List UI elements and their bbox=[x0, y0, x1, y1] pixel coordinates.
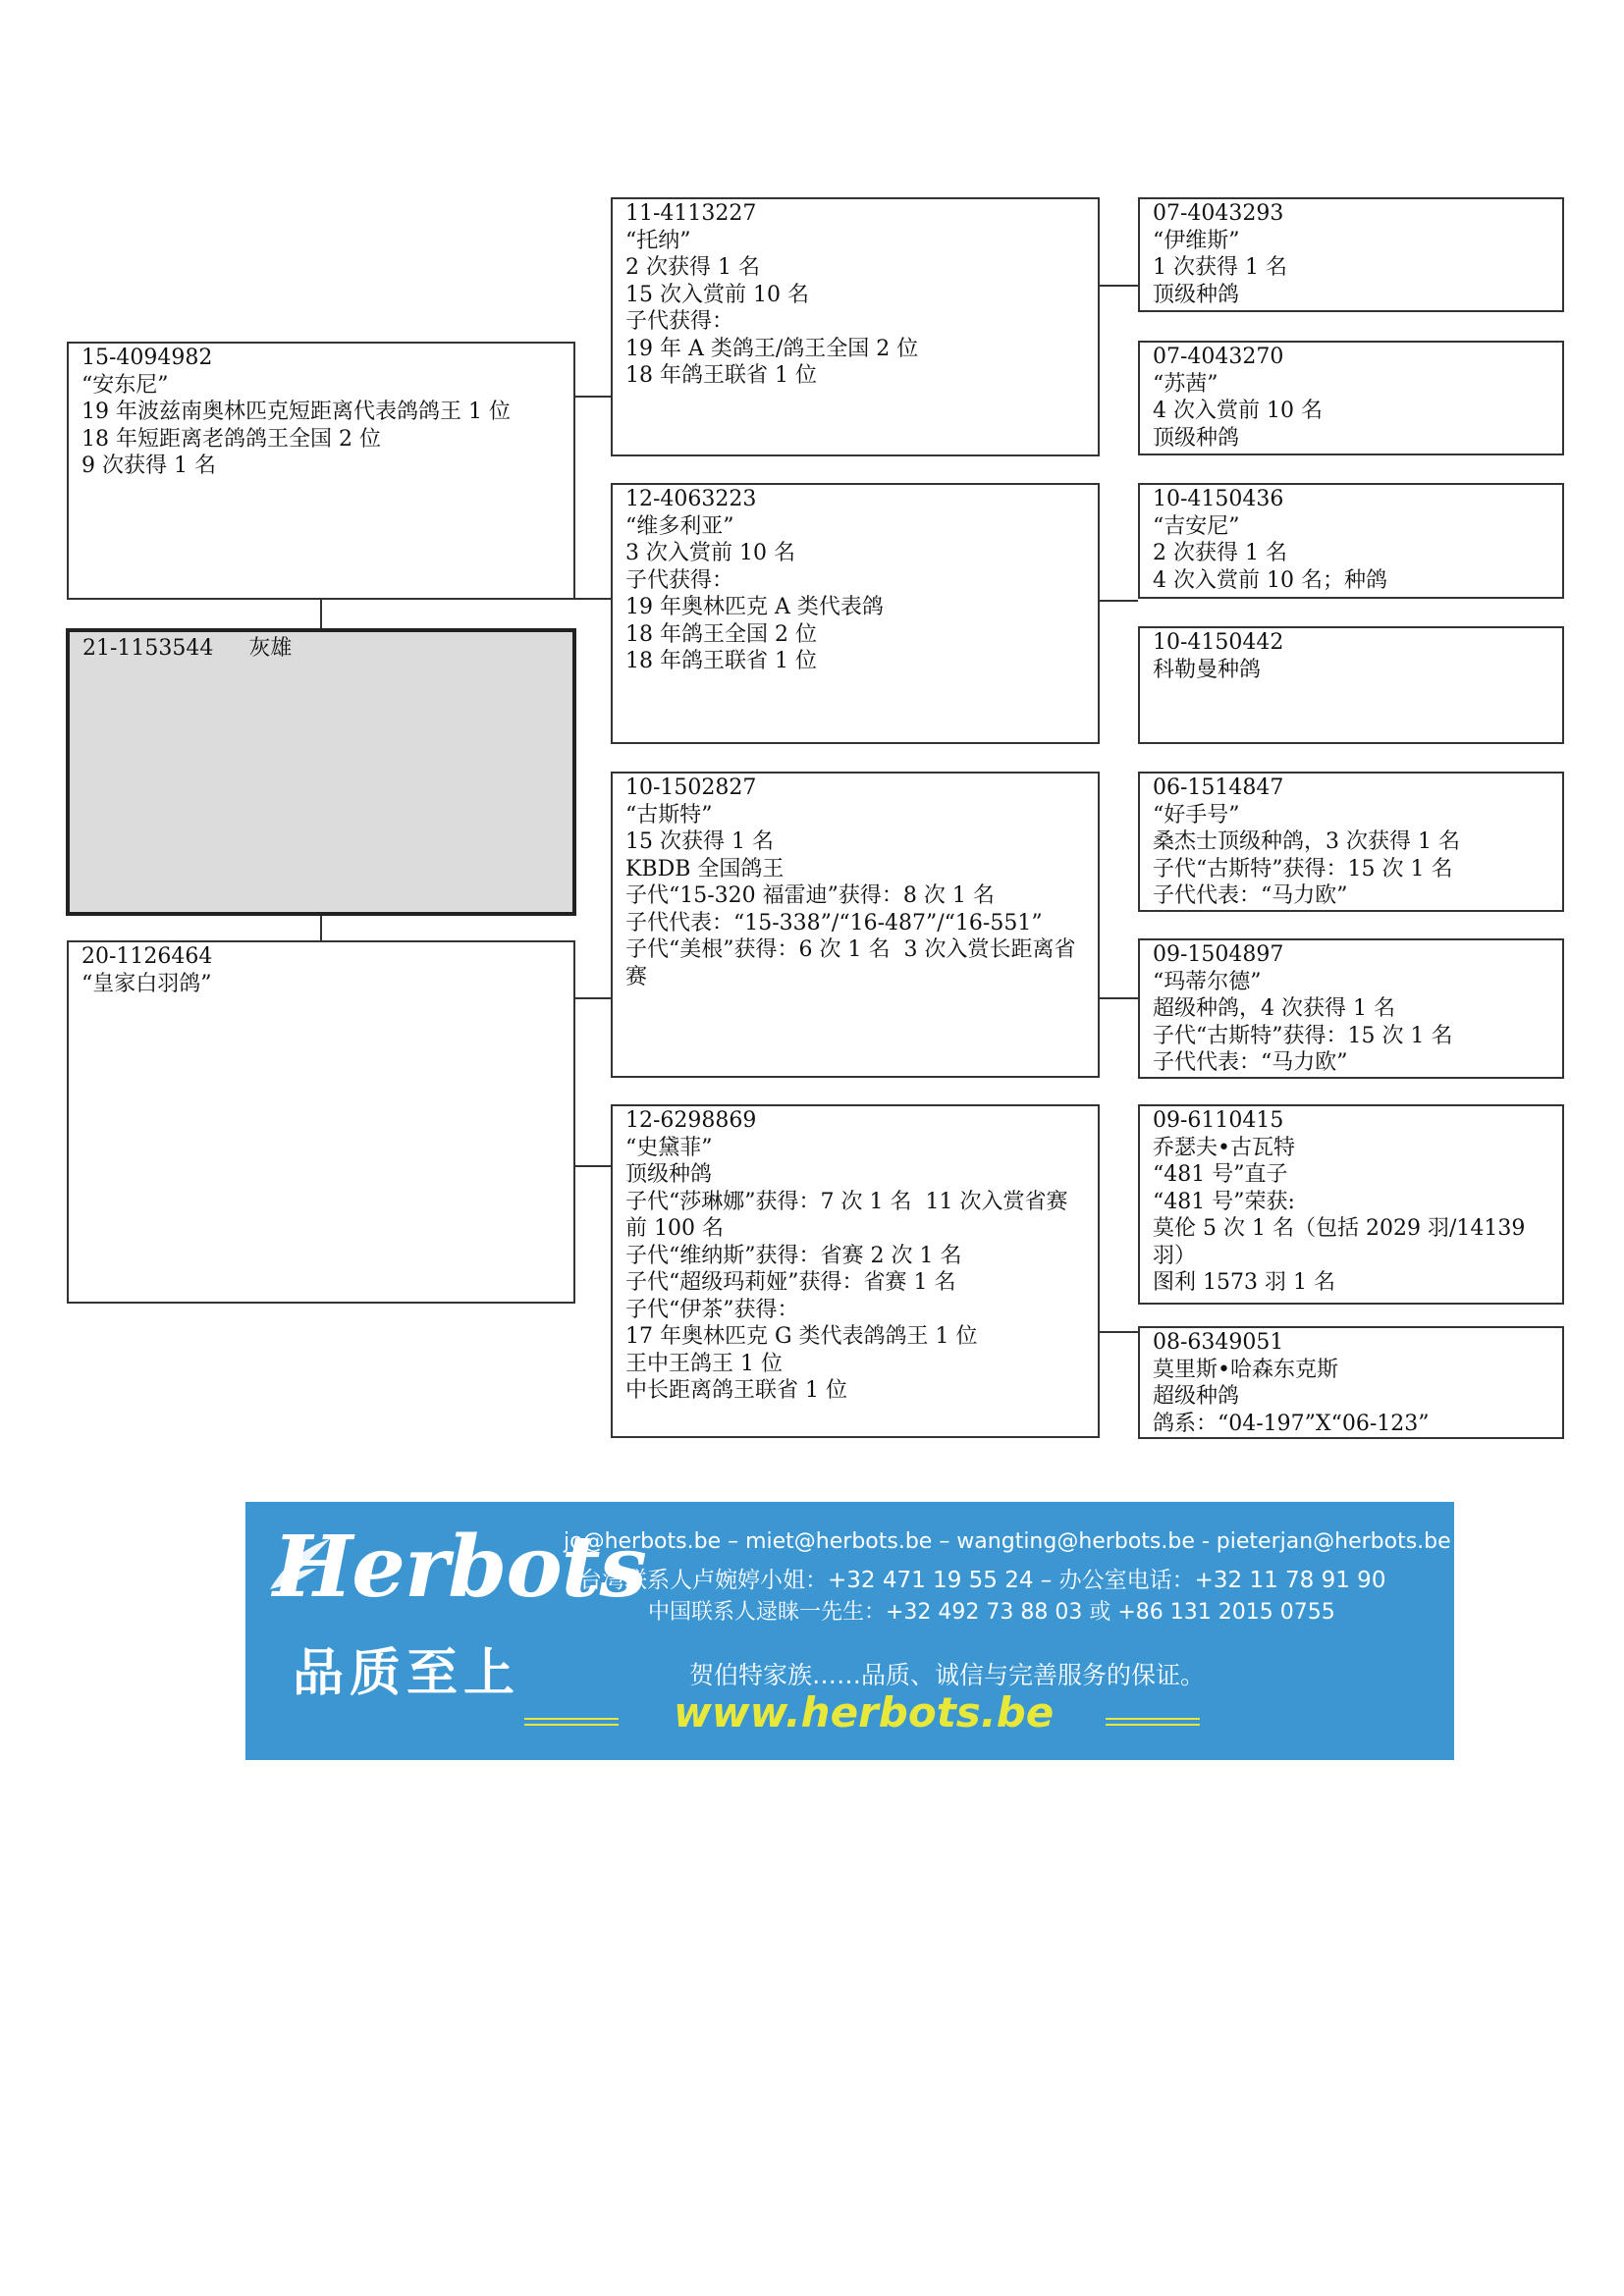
sd-line: 18 年鸽王全国 2 位 bbox=[625, 621, 817, 647]
ss-line: 11-4113227 bbox=[625, 201, 757, 226]
dam-sire-card bbox=[611, 772, 1100, 1078]
sire-line: 18 年短距离老鸽鸽王全国 2 位 bbox=[81, 426, 381, 452]
sss-line: “伊维斯” bbox=[1153, 228, 1240, 253]
dss-line: 06-1514847 bbox=[1153, 775, 1284, 800]
dd-line: 王中王鸽王 1 位 bbox=[625, 1351, 783, 1376]
taiwan-contact: 台湾联系人卢婉婷小姐：+32 471 19 55 24 – 办公室电话：+32 11 78 91 90 bbox=[579, 1568, 1386, 1593]
dss-line: 子代“古斯特”获得：15 次 1 名 bbox=[1153, 856, 1453, 881]
sss-line: 1 次获得 1 名 bbox=[1153, 255, 1287, 280]
dd-line: 子代“超级玛莉娅”获得：省赛 1 名 bbox=[625, 1270, 956, 1295]
sd-line: 18 年鸽王联省 1 位 bbox=[625, 649, 817, 673]
ddd-line: 08-6349051 bbox=[1153, 1330, 1284, 1355]
dsd-line: “玛蒂尔德” bbox=[1153, 969, 1262, 994]
sds-line: 4 次入赏前 10 名；种鸽 bbox=[1153, 567, 1387, 593]
sire-dam-card bbox=[611, 483, 1100, 744]
ds-line: 子代代表：“15-338”/“16-487”/“16-551” bbox=[625, 910, 1043, 935]
subject-card bbox=[66, 628, 576, 916]
sdd-line: 10-4150442 bbox=[1153, 630, 1284, 655]
ds-line: 子代“15-320 福雷迪”获得：8 次 1 名 bbox=[625, 883, 995, 908]
dds-line: 09-6110415 bbox=[1153, 1108, 1284, 1133]
ss-line: “托纳” bbox=[625, 228, 691, 253]
dds-line: 图利 1573 羽 1 名 bbox=[1153, 1270, 1335, 1295]
divider-right bbox=[1106, 1724, 1200, 1726]
dsd-line: 子代“古斯特”获得：15 次 1 名 bbox=[1153, 1023, 1453, 1048]
dds-line: 乔瑟夫•古瓦特 bbox=[1153, 1135, 1295, 1160]
sds-line: “吉安尼” bbox=[1153, 513, 1240, 539]
ss-line: 子代获得： bbox=[625, 309, 734, 334]
dd-line: 子代“伊茶”获得： bbox=[625, 1297, 799, 1322]
dsd-line: 子代代表：“马力欧” bbox=[1153, 1050, 1348, 1075]
dam-dam-card bbox=[611, 1104, 1100, 1438]
ds-line: “古斯特” bbox=[625, 802, 713, 828]
sds-line: 10-4150436 bbox=[1153, 487, 1284, 511]
dsd-card bbox=[1138, 938, 1564, 1079]
dam-card bbox=[67, 940, 575, 1304]
ds-line: 15 次获得 1 名 bbox=[625, 829, 774, 854]
dds-line: 莫伦 5 次 1 名（包括 2029 羽/14139 羽） bbox=[1153, 1216, 1533, 1268]
ds-line: 10-1502827 bbox=[625, 775, 757, 800]
ss-line: 19 年 A 类鸽王/鸽王全国 2 位 bbox=[625, 336, 919, 361]
dam-line: 20-1126464 bbox=[81, 944, 213, 969]
sire-line: 9 次获得 1 名 bbox=[81, 454, 216, 478]
china-contact: 中国联系人逯睐一先生：+32 492 73 88 03 或 +86 131 2015 0755 bbox=[648, 1600, 1335, 1625]
contact-banner bbox=[245, 1502, 1454, 1760]
email-contacts[interactable]: jo@herbots.be – miet@herbots.be – wangting@herbots.be - pieterjan@herbots.be bbox=[564, 1529, 1451, 1554]
sire-line: 19 年波兹南奥林匹克短距离代表鸽鸽王 1 位 bbox=[81, 400, 511, 424]
divider-left bbox=[524, 1718, 619, 1720]
sss-line: 07-4043293 bbox=[1153, 201, 1284, 226]
subject-ring: 21-1153544 bbox=[82, 636, 214, 661]
sd-line: “维多利亚” bbox=[625, 513, 734, 539]
sss-line: 顶级种鸽 bbox=[1153, 282, 1240, 307]
ds-line: 子代“美根”获得：6 次 1 名 3 次入赏长距离省赛 bbox=[625, 937, 1076, 989]
sire-card bbox=[67, 342, 575, 600]
dd-line: 17 年奥林匹克 G 类代表鸽鸽王 1 位 bbox=[625, 1324, 978, 1349]
dss-line: 桑杰士顶级种鸽，3 次获得 1 名 bbox=[1153, 829, 1460, 854]
website-link[interactable]: www.herbots.be bbox=[674, 1688, 1055, 1736]
dd-line: 12-6298869 bbox=[625, 1108, 757, 1133]
dds-line: “481 号”荣获: bbox=[1153, 1189, 1295, 1214]
ssd-line: 顶级种鸽 bbox=[1153, 425, 1240, 451]
divider-left bbox=[524, 1724, 619, 1726]
sd-line: 12-4063223 bbox=[625, 487, 757, 511]
sdd-card bbox=[1138, 626, 1564, 744]
dd-line: “史黛菲” bbox=[625, 1135, 713, 1160]
ssd-line: “苏茜” bbox=[1153, 371, 1218, 397]
ddd-line: 鸽系：“04-197”X“06-123” bbox=[1153, 1411, 1430, 1436]
dsd-line: 超级种鸽，4 次获得 1 名 bbox=[1153, 996, 1395, 1021]
ssd-card bbox=[1138, 341, 1564, 455]
ssd-line: 4 次入赏前 10 名 bbox=[1153, 399, 1323, 423]
tagline: 贺伯特家族……品质、诚信与完善服务的保证。 bbox=[689, 1661, 1206, 1689]
dam-line: “皇家白羽鸽” bbox=[81, 971, 212, 996]
dd-line: 顶级种鸽 bbox=[625, 1162, 713, 1187]
sire-line: “安东尼” bbox=[81, 372, 169, 398]
dd-line: 子代“维纳斯”获得：省赛 2 次 1 名 bbox=[625, 1243, 962, 1268]
ddd-line: 莫里斯•哈森东克斯 bbox=[1153, 1357, 1338, 1382]
slogan: 品质至上 bbox=[293, 1644, 521, 1703]
ss-line: 2 次获得 1 名 bbox=[625, 255, 760, 280]
sd-line: 子代获得： bbox=[625, 567, 734, 593]
ds-line: KBDB 全国鸽王 bbox=[625, 856, 785, 881]
sds-card bbox=[1138, 483, 1564, 599]
dss-card bbox=[1138, 772, 1564, 912]
dds-card bbox=[1138, 1104, 1564, 1305]
dss-line: 子代代表：“马力欧” bbox=[1153, 883, 1348, 908]
dsd-line: 09-1504897 bbox=[1153, 942, 1284, 967]
sire-line: 15-4094982 bbox=[81, 346, 213, 370]
herbots-logo: Herbots bbox=[273, 1518, 646, 1617]
sd-line: 19 年奥林匹克 A 类代表鸽 bbox=[625, 595, 884, 619]
ss-line: 18 年鸽王联省 1 位 bbox=[625, 363, 817, 388]
sdd-line: 科勒曼种鸽 bbox=[1153, 657, 1262, 682]
sire-sire-card bbox=[611, 197, 1100, 456]
dss-line: “好手号” bbox=[1153, 802, 1240, 828]
ss-line: 15 次入赏前 10 名 bbox=[625, 282, 809, 307]
dds-line: “481 号”直子 bbox=[1153, 1162, 1288, 1187]
sss-card bbox=[1138, 197, 1564, 312]
divider-right bbox=[1106, 1718, 1200, 1720]
subject-sex-color: 灰雄 bbox=[248, 636, 293, 661]
ssd-line: 07-4043270 bbox=[1153, 345, 1284, 369]
sd-line: 3 次入赏前 10 名 bbox=[625, 541, 795, 565]
ddd-line: 超级种鸽 bbox=[1153, 1384, 1240, 1409]
sds-line: 2 次获得 1 名 bbox=[1153, 541, 1287, 565]
dd-line: 子代“莎琳娜”获得：7 次 1 名 11 次入赏省赛前 100 名 bbox=[625, 1189, 1068, 1241]
ddd-card bbox=[1138, 1326, 1564, 1439]
dd-line: 中长距离鸽王联省 1 位 bbox=[625, 1378, 847, 1403]
